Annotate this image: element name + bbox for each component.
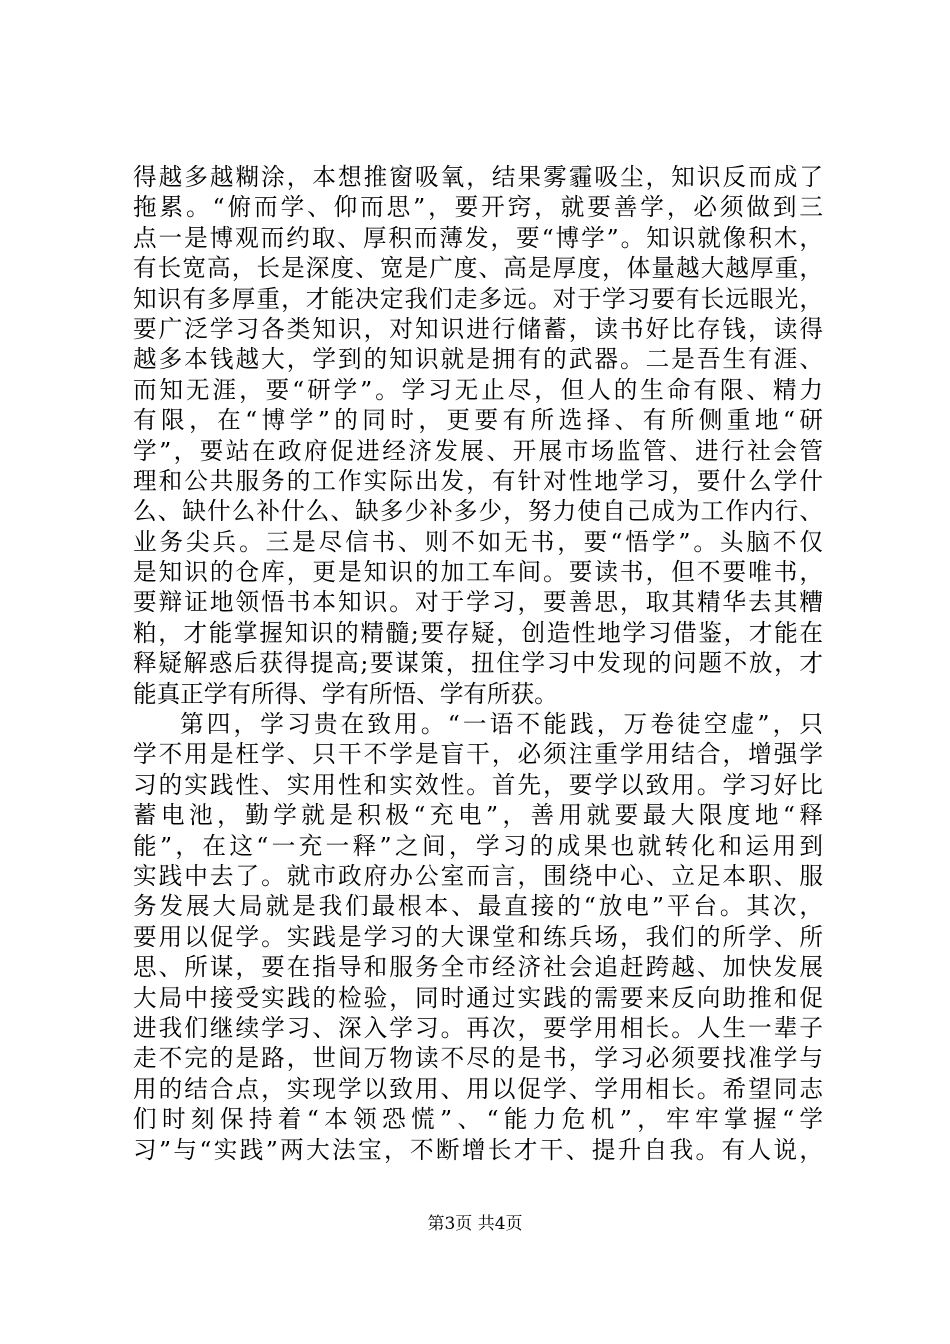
text-line: 释疑解惑后获得提高;要谋策，扭住学习中发现的问题不放，才: [133, 649, 823, 678]
text-line: 要广泛学习各类知识，对知识进行储蓄，读书好比存钱，读得: [133, 314, 823, 343]
text-line: 们时刻保持着“本领恐慌”、“能力危机”，牢牢掌握“学: [133, 1105, 823, 1134]
text-line: 业务尖兵。三是尽信书、则不如无书，要“悟学”。头脑不仅: [133, 527, 823, 556]
text-line: 而知无涯，要“研学”。学习无止尽，但人的生命有限、精力: [133, 375, 823, 404]
text-line: 走不完的是路，世间万物读不尽的是书，学习必须要找准学与: [133, 1044, 823, 1073]
text-line: 大局中接受实践的检验，同时通过实践的需要来反向助推和促: [133, 983, 823, 1012]
body-text: [133, 162, 823, 1165]
text-line: 蓄电池，勤学就是积极“充电”，善用就要最大限度地“释: [133, 801, 823, 830]
text-line: 知识有多厚重，才能决定我们走多远。对于学习要有长远眼光，: [133, 284, 823, 313]
text-line: 习”与“实践”两大法宝，不断增长才干、提升自我。有人说，: [133, 1135, 823, 1164]
text-line: 有限，在“博学”的同时，更要有所选择、有所侧重地“研: [133, 406, 823, 435]
text-line: 能”，在这“一充一释”之间，学习的成果也就转化和运用到: [133, 831, 823, 860]
text-line: 实践中去了。就市政府办公室而言，围绕中心、立足本职、服: [133, 861, 823, 890]
text-line: 学”，要站在政府促进经济发展、开展市场监管、进行社会管: [133, 436, 823, 465]
text-line: 理和公共服务的工作实际出发，有针对性地学习，要什么学什: [133, 466, 823, 495]
text-line: 要用以促学。实践是学习的大课堂和练兵场，我们的所学、所: [133, 922, 823, 951]
text-line: 习的实践性、实用性和实效性。首先，要学以致用。学习好比: [133, 770, 823, 799]
text-line: 么、缺什么补什么、缺多少补多少，努力使自己成为工作内行、: [133, 497, 823, 526]
text-line: 用的结合点，实现学以致用、用以促学、学用相长。希望同志: [133, 1074, 823, 1103]
text-line: 学不用是枉学、只干不学是盲干，必须注重学用结合，增强学: [133, 740, 823, 769]
text-line: 粕，才能掌握知识的精髓;要存疑，创造性地学习借鉴，才能在: [133, 618, 823, 647]
text-line: 是知识的仓库，更是知识的加工车间。要读书，但不要唯书，: [133, 558, 823, 587]
text-line: 要辩证地领悟书本知识。对于学习，要善思，取其精华去其糟: [133, 588, 823, 617]
text-line: 思、所谋，要在指导和服务全市经济社会追赶跨越、加快发展: [133, 953, 823, 982]
page-footer: 第3页 共4页: [427, 1214, 523, 1234]
text-line: 点一是博观而约取、厚积而薄发，要“博学”。知识就像积木，: [133, 223, 823, 252]
text-line: 越多本钱越大，学到的知识就是拥有的武器。二是吾生有涯、: [133, 345, 823, 374]
text-line: 得越多越糊涂，本想推窗吸氧，结果雾霾吸尘，知识反而成了: [133, 163, 823, 191]
text-line: 有长宽高，长是深度、宽是广度、高是厚度，体量越大越厚重，: [133, 254, 823, 283]
text-line: 务发展大局就是我们最根本、最直接的“放电”平台。其次，: [133, 892, 823, 921]
text-line: 拖累。“俯而学、仰而思”，要开窍，就要善学，必须做到三: [133, 193, 823, 222]
paragraph-end-line: 能真正学有所得、学有所悟、学有所获。: [133, 679, 558, 708]
text-line: 进我们继续学习、深入学习。再次，要学用相长。人生一辈子: [133, 1013, 823, 1042]
paragraph-first-line: 第四，学习贵在致用。“一语不能践，万卷徒空虚”，只: [180, 710, 823, 739]
